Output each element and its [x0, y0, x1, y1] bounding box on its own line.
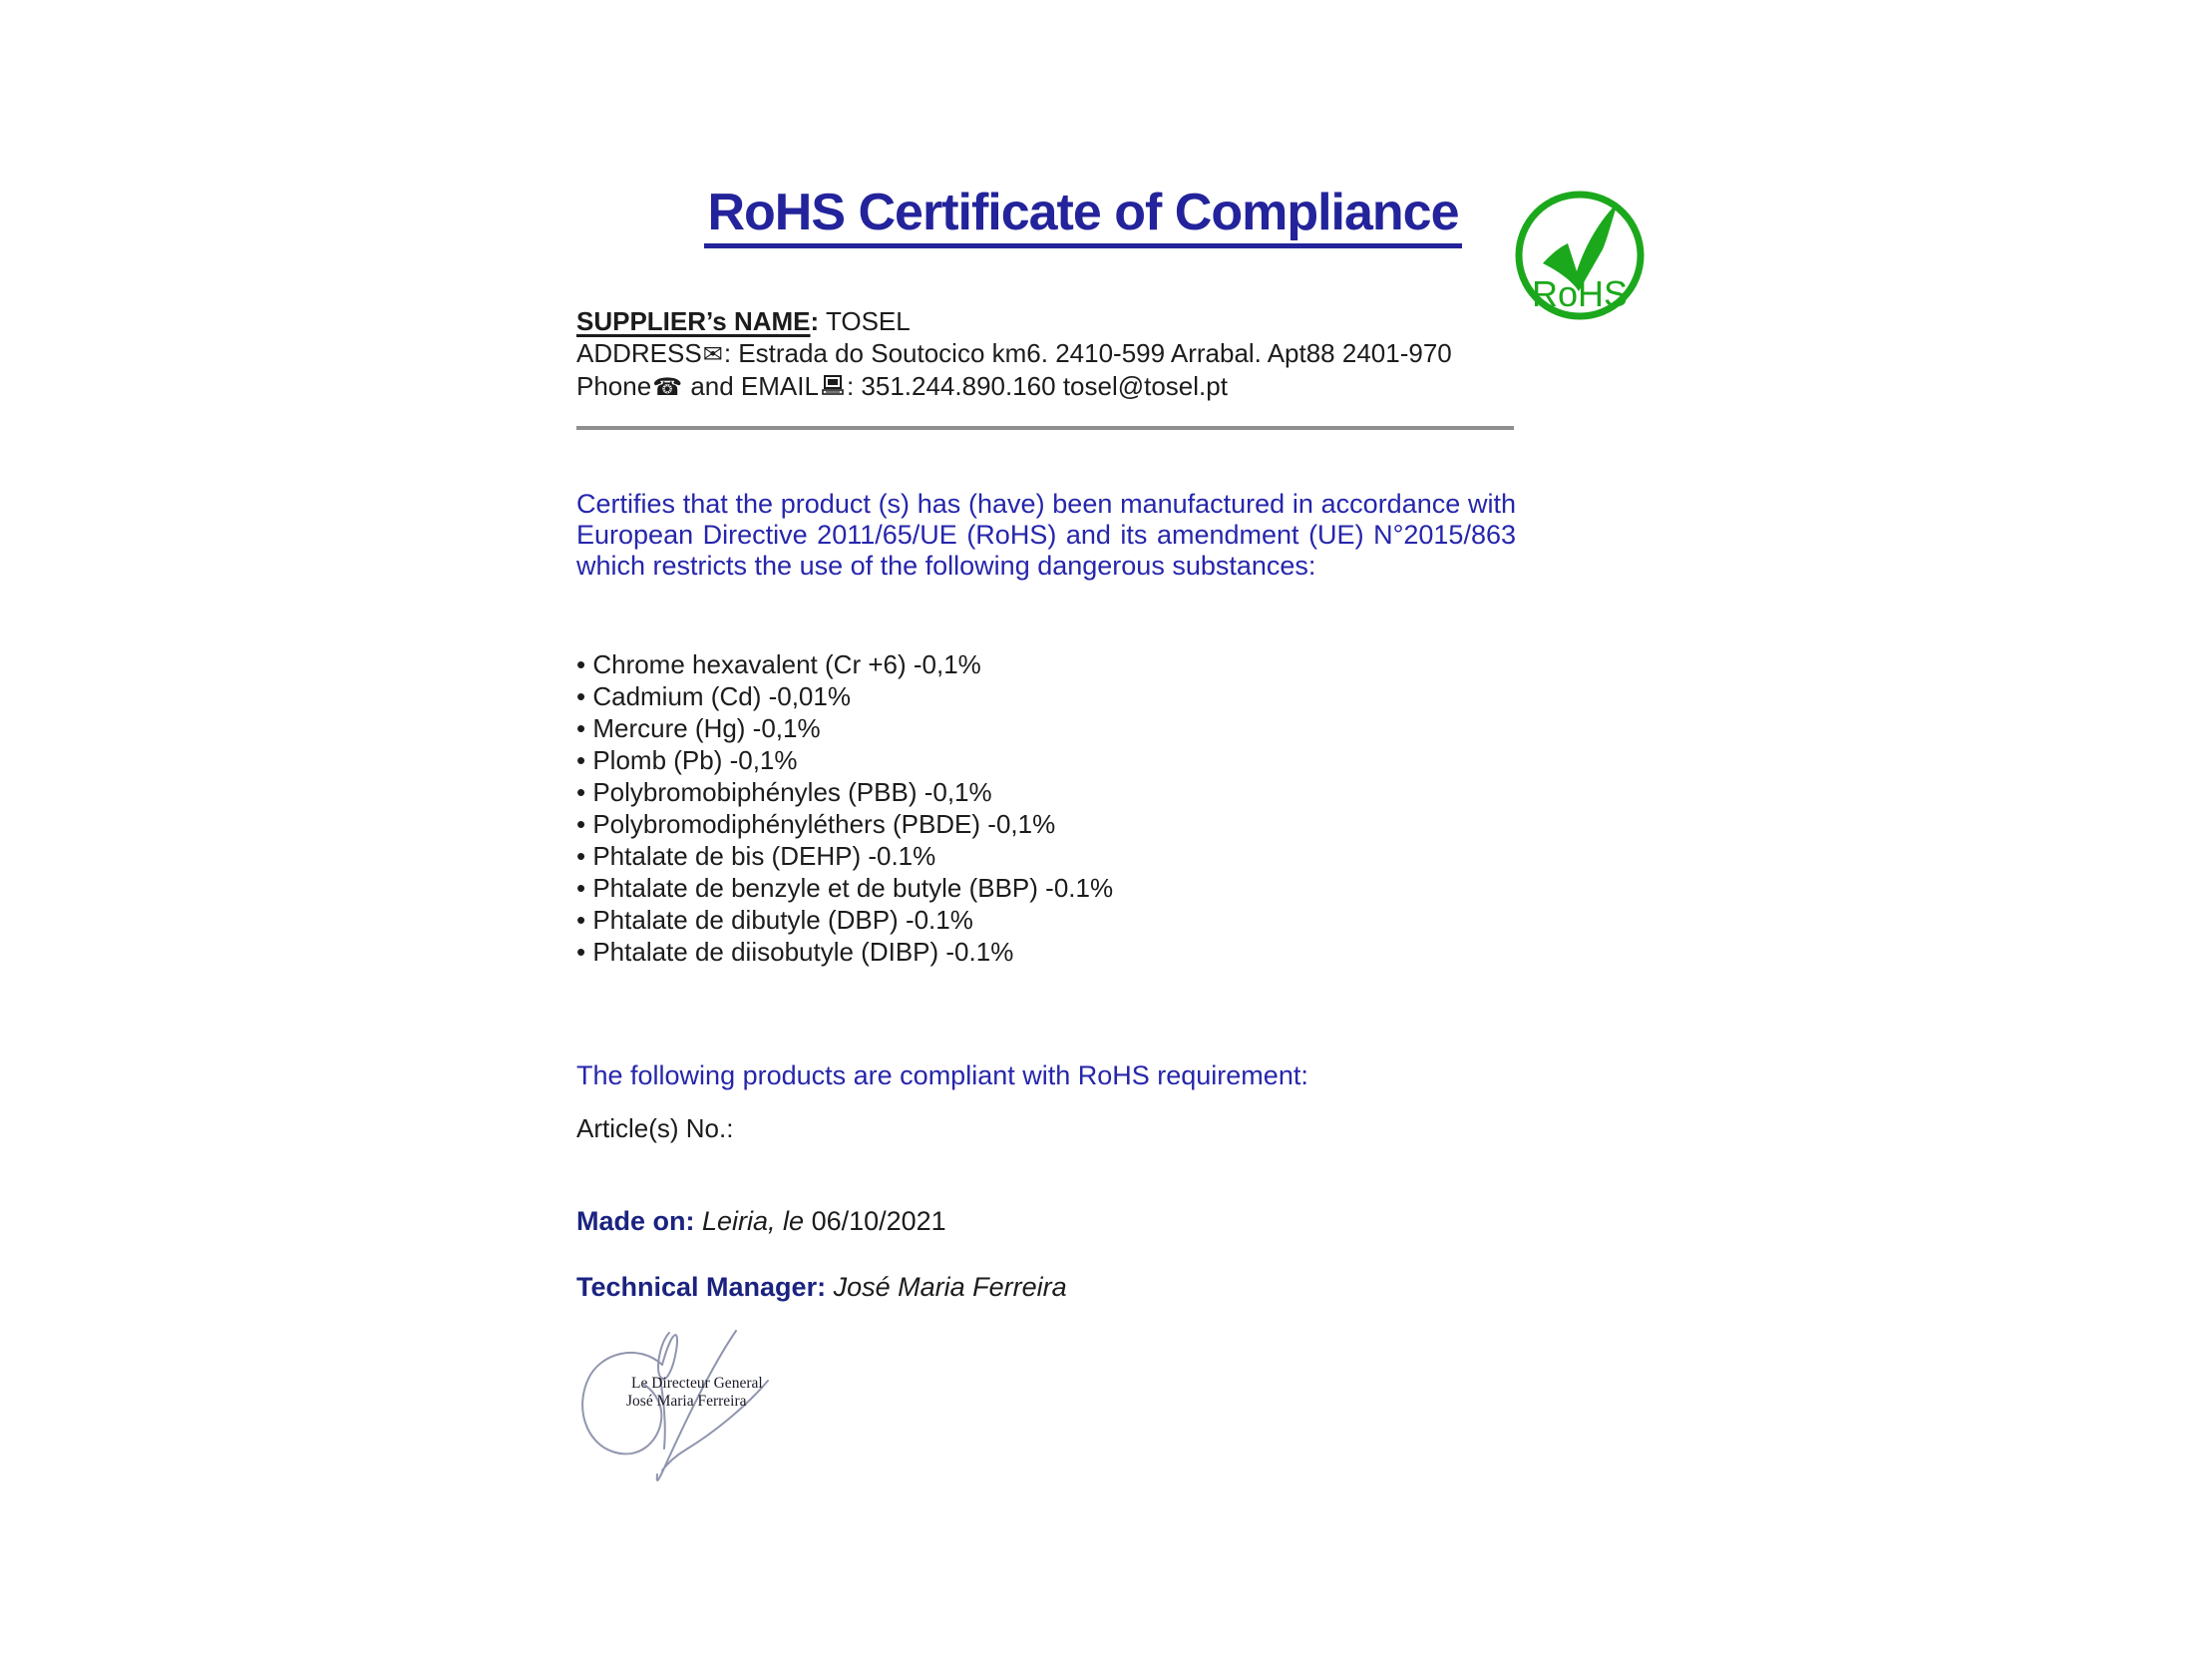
- supplier-address-line: [576, 337, 1534, 370]
- supplier-name-label: SUPPLIER’s NAME: [576, 306, 811, 336]
- page-title: RoHS Certificate of Compliance: [704, 186, 1461, 248]
- and-email-label: and EMAIL: [683, 371, 819, 401]
- signature-name: José Maria Ferreira: [626, 1393, 747, 1410]
- divider-rule: [576, 426, 1514, 430]
- substance-item: • Chrome hexavalent (Cr +6) -0,1%: [576, 648, 1474, 680]
- substance-item: • Polybromodiphényléthers (PBDE) -0,1%: [576, 808, 1474, 840]
- supplier-name-colon: :: [810, 306, 820, 336]
- supplier-name-line: [576, 305, 1534, 337]
- address-label: ADDRESS: [576, 338, 702, 368]
- supplier-name-value: TOSEL: [819, 306, 911, 336]
- technical-manager-label: Technical Manager:: [576, 1272, 827, 1302]
- envelope-icon: ✉: [702, 340, 723, 368]
- substance-item: • Mercure (Hg) -0,1%: [576, 712, 1474, 744]
- title-block: [576, 186, 1590, 248]
- substance-item: • Polybromobiphényles (PBB) -0,1%: [576, 776, 1474, 808]
- substance-item: • Phtalate de bis (DEHP) -0.1%: [576, 840, 1474, 872]
- substance-item: • Phtalate de benzyle et de butyle (BBP) -0.1%: [576, 872, 1474, 904]
- logo-label: RoHS: [1531, 273, 1629, 314]
- substance-item: • Phtalate de diisobutyle (DIBP) -0.1%: [576, 936, 1474, 968]
- made-on-line: [576, 1206, 946, 1237]
- substance-item: • Phtalate de dibutyle (DBP) -0.1%: [576, 904, 1474, 936]
- telephone-icon: ☎: [652, 373, 683, 401]
- substances-list: [576, 648, 1474, 968]
- substance-item: • Cadmium (Cd) -0,01%: [576, 680, 1474, 712]
- rohs-logo-icon: [1510, 184, 1650, 325]
- made-on-label: Made on:: [576, 1206, 695, 1236]
- substance-item: • Plomb (Pb) -0,1%: [576, 744, 1474, 776]
- supplier-block: [576, 305, 1534, 403]
- made-on-date: 06/10/2021: [811, 1206, 946, 1236]
- made-on-place: Leiria, le: [694, 1206, 812, 1236]
- articles-label: Article(s) No.:: [576, 1113, 734, 1143]
- technical-manager-line: [576, 1272, 1067, 1303]
- signature-stroke: [658, 1333, 677, 1379]
- contact-value: : 351.244.890.160 tosel@tosel.pt: [846, 371, 1228, 401]
- technical-manager-value: José Maria Ferreira: [826, 1272, 1067, 1302]
- certification-statement: Certifies that the product (s) has (have) been manufactured in accordance with European Directive 2011/65/UE (RoHS) and its amendment (UE) N°2015/863 which restricts the use of the following dangerous substances:: [576, 489, 1516, 581]
- address-value: : Estrada do Soutocico km6. 2410-599 Arrabal. Apt88 2401-970: [723, 338, 1452, 368]
- signature-title: Le Directeur General: [631, 1375, 763, 1392]
- compliance-statement: The following products are compliant with RoHS requirement:: [576, 1060, 1308, 1090]
- supplier-contact-line: [576, 370, 1534, 403]
- phone-label: Phone: [576, 371, 652, 401]
- computer-icon: [821, 373, 845, 397]
